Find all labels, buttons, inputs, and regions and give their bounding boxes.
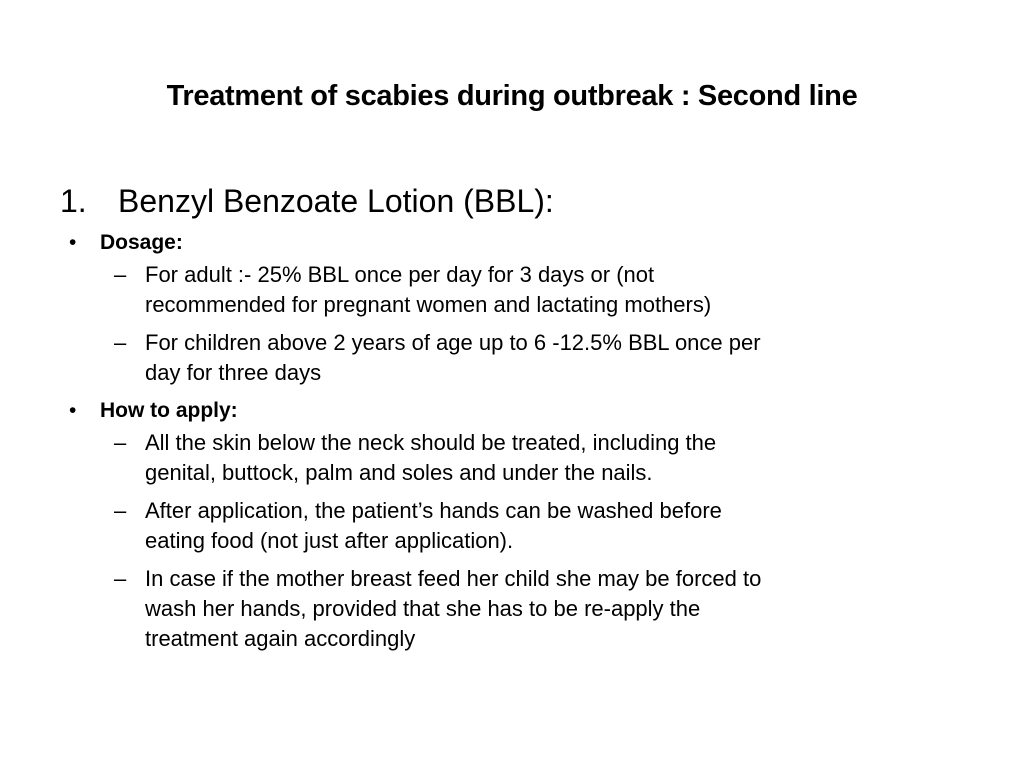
dash-icon: – [114, 330, 127, 355]
sub-point-text: After application, the patient’s hands can be washed before eating food (not just after application). [145, 498, 722, 553]
sub-point-text: In case if the mother breast feed her child she may be forced to wash her hands, provided that she has to be re-apply the treatment again accordingly [145, 566, 762, 651]
bullet-icon: • [69, 231, 77, 254]
section-how-to-apply [60, 396, 970, 426]
section-label: How to apply: [100, 399, 238, 422]
numbered-item [60, 178, 970, 224]
dash-icon: – [114, 262, 127, 287]
sub-point [60, 428, 970, 488]
sub-point [60, 564, 970, 654]
bullet-icon: • [69, 399, 77, 422]
sub-point [60, 328, 970, 388]
dash-icon: – [114, 430, 127, 455]
section-dosage [60, 228, 970, 258]
item-number: 1. [60, 183, 87, 219]
sub-point-text: All the skin below the neck should be treated, including the genital, buttock, palm and soles and under the nails. [145, 430, 717, 485]
sub-point-text: For adult :- 25% BBL once per day for 3 days or (not recommended for pregnant women and lactating mothers) [145, 262, 712, 317]
dash-icon: – [114, 498, 127, 523]
item-heading: Benzyl Benzoate Lotion (BBL): [118, 183, 554, 219]
sub-point [60, 260, 970, 320]
slide-content [60, 178, 970, 662]
sub-point-text: For children above 2 years of age up to 6 -12.5% BBL once per day for three days [145, 330, 761, 385]
section-label: Dosage: [100, 231, 183, 254]
dash-icon: – [114, 566, 127, 591]
sub-point [60, 496, 970, 556]
slide-title: Treatment of scabies during outbreak : Second line [166, 80, 858, 112]
